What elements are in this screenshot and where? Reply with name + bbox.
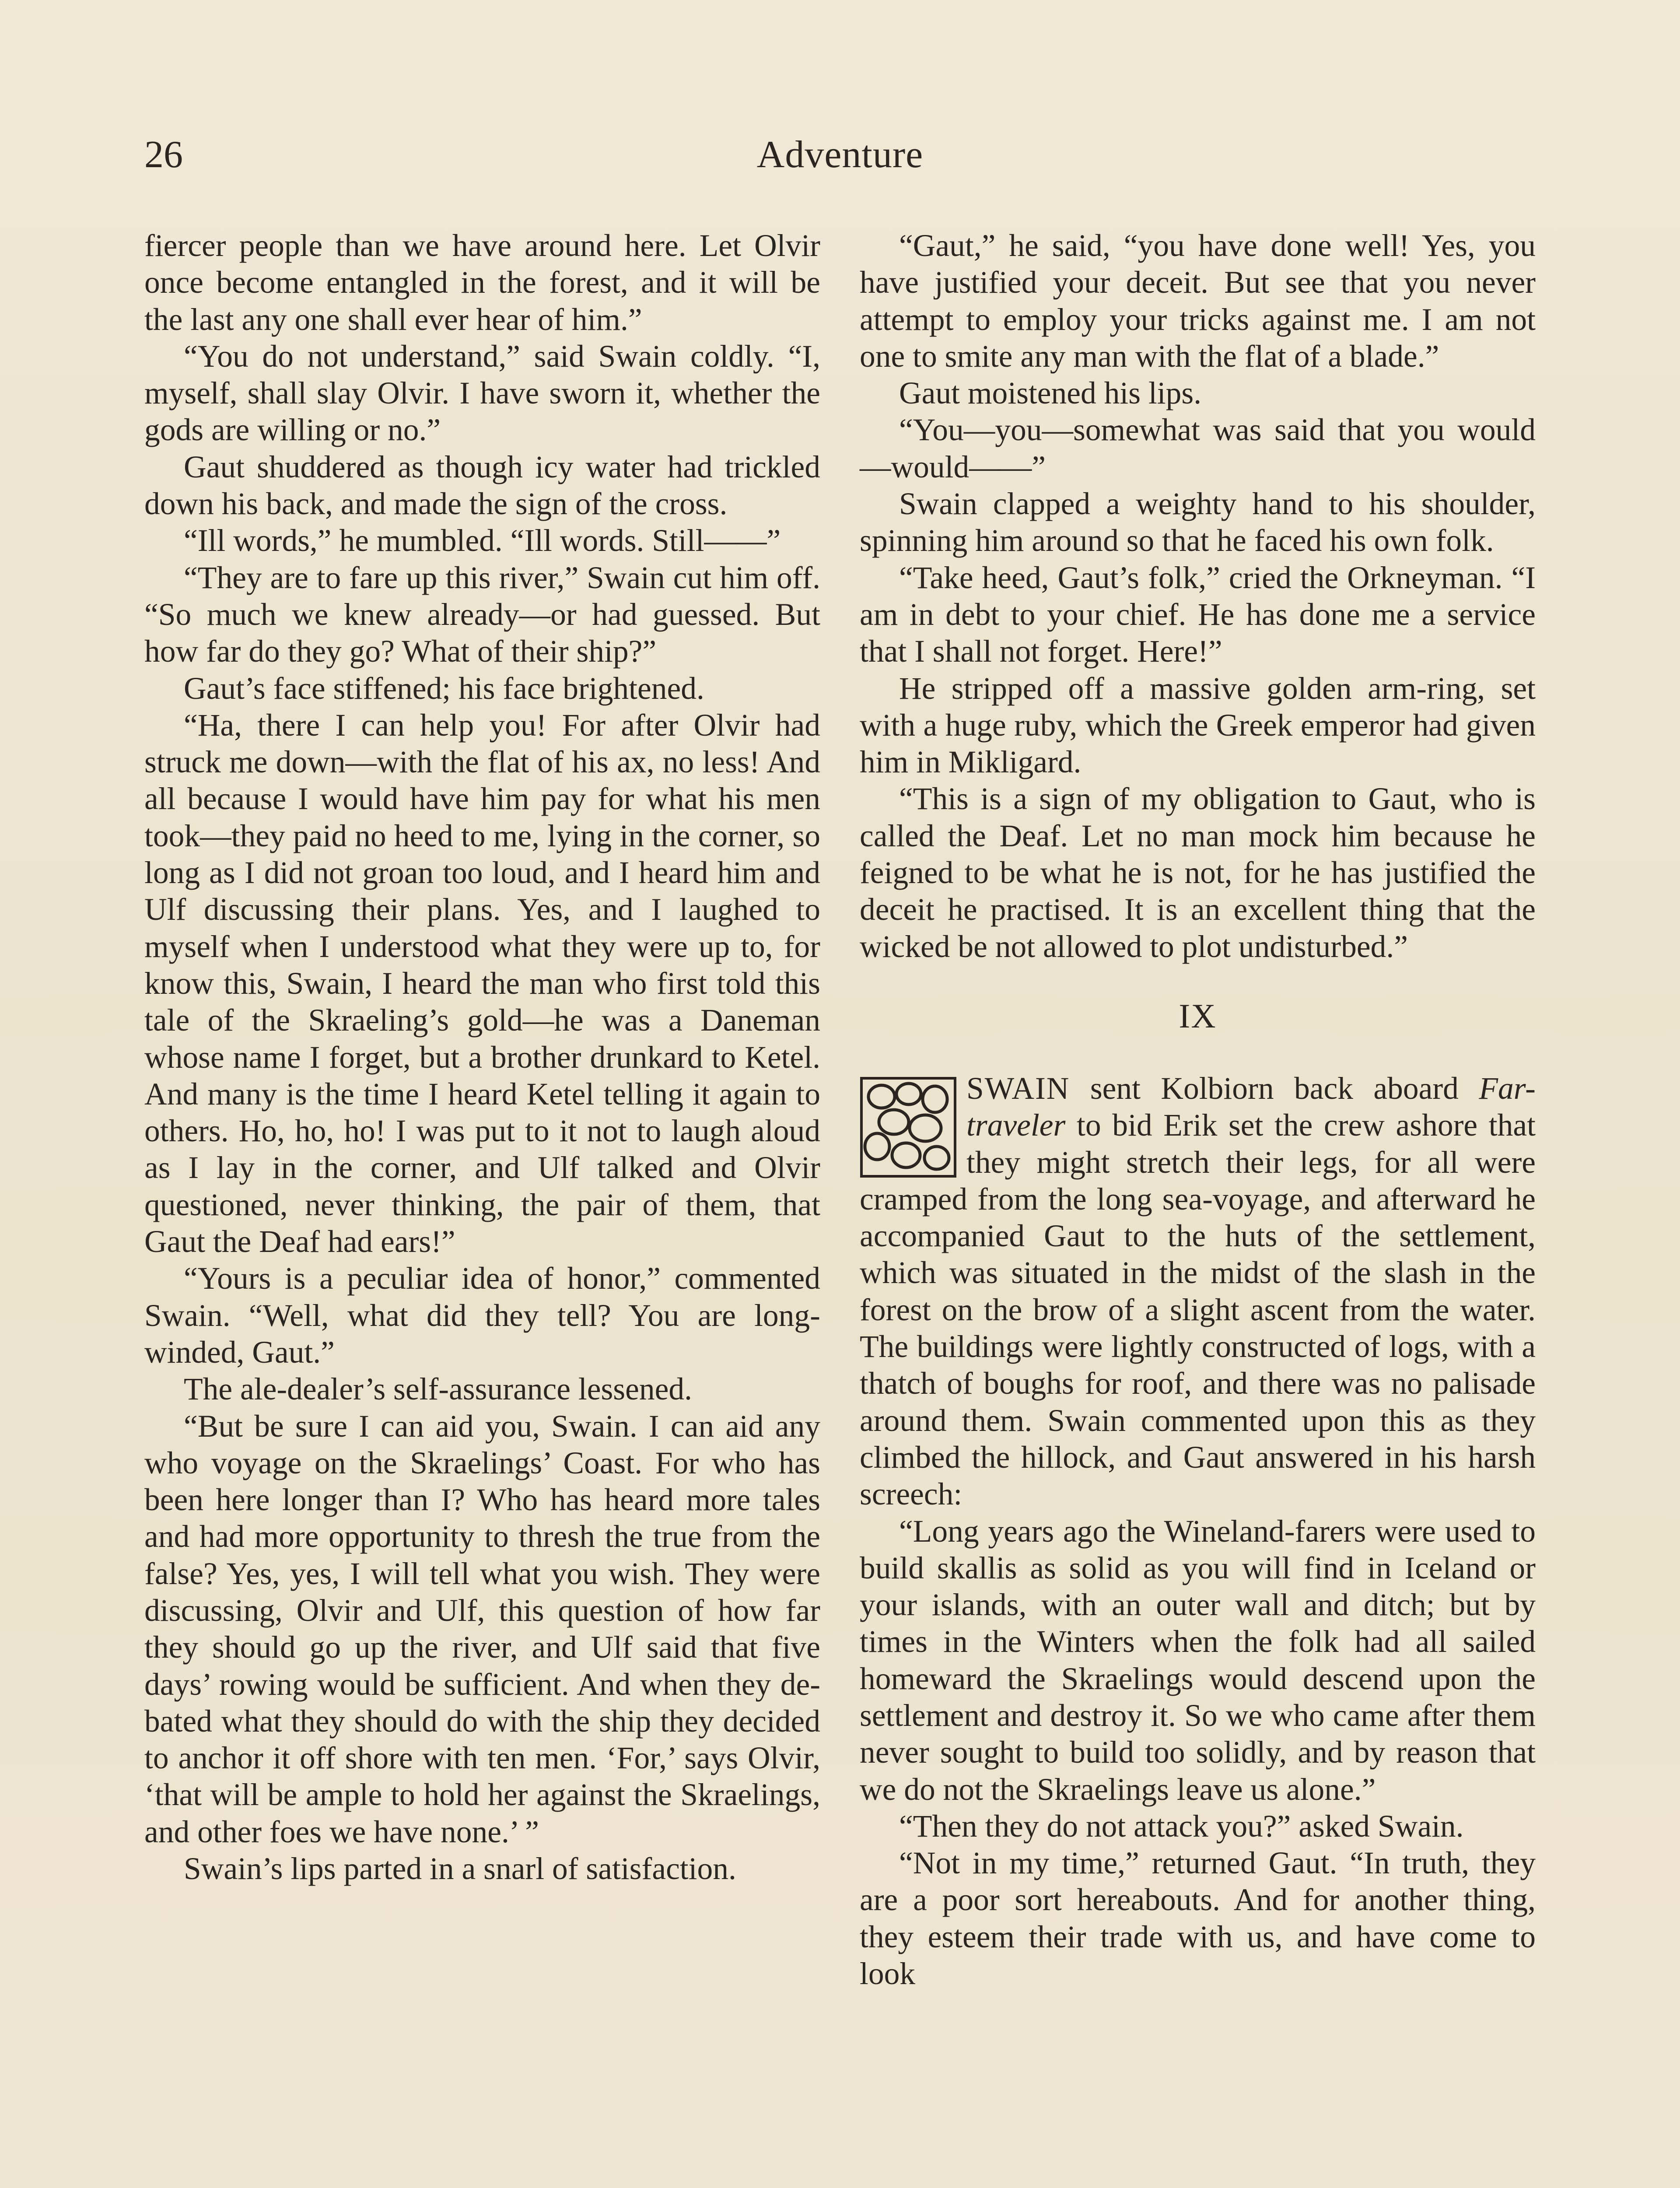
paragraph: “Ha, there I can help you! For after Olvir had struck me down—with the flat of his ax, no less! And all because I would have him pay for what his men took—they paid no heed to me, lying in the corner, so long as I did not groan too loud, and I heard him and Ulf discussing their plans. Yes, and I laughed to myself when I understood what they were up to, for know this, Swain, I heard the man who first told this tale of the Skraeling’s gold—he was a Daneman whose name I forget, but a brother drunkard to Ketel. And many is the time I heard Ketel telling it again to others. Ho, ho, ho! I was put to it not to laugh aloud as I lay in the corner, and Ulf talked and Olvir questioned, never thinking, the pair of them, that Gaut the Deaf had ears!”: [144, 708, 820, 1259]
paragraph: He stripped off a massive golden arm-ring, set with a huge ruby, which the Greek emperor had given him in Mikligard.: [860, 671, 1536, 780]
ship-name: Far-traveler: [966, 1071, 1536, 1143]
chapter-heading: IX: [1179, 996, 1217, 1035]
paragraph: “Yours is a peculiar idea of honor,” commented Swain. “Well, what did they tell? You are long-winded, Gaut.”: [144, 1261, 820, 1370]
paragraph: Gaut shuddered as though icy water had trickled down his back, and made the sign of the cross.: [144, 449, 820, 522]
paragraph: Gaut moistened his lips.: [899, 376, 1202, 411]
chapter-opening-paragraph: [860, 1070, 1536, 1513]
paragraph: “Gaut,” he said, “you have done well! Yes, you have justified your deceit. But see that you never attempt to employ your tricks against me. I am not one to smite any man with the flat of a blade.”: [860, 228, 1536, 374]
paragraph: Swain’s lips parted in a snarl of satisfaction.: [184, 1851, 736, 1886]
paragraph: “Not in my time,” returned Gaut. “In truth, they are a poor sort hereabouts. And for another thing, they esteem their trade with us, and have come to look: [860, 1846, 1536, 1992]
paragraph: Swain clapped a weighty hand to his shoulder, spinning him around so that he faced his own folk.: [860, 487, 1536, 558]
paragraph: “Ill words,” he mumbled. “Ill words. Still——”: [184, 523, 781, 558]
paragraph: The ale-dealer’s self-assurance lessened.: [184, 1372, 692, 1407]
text-run: sent Kolbiorn back aboard: [1070, 1071, 1479, 1106]
paragraph: “Then they do not attack you?” asked Swain.: [899, 1809, 1464, 1844]
text-run: to bid Erik set the crew ashore that they might stretch their legs, for all were cramped from the long sea-voyage, and afterward he accompanied Gaut to the huts of the settlement, which was situated in the midst of the slash in the forest on the brow of a slight ascent from the water. The buildings were lightly constructed of logs, with a thatch of boughs for roof, and there was no palisade around them. Swain commented upon this as they climbed the hillock, and Gaut answered in his harsh screech:: [860, 1108, 1536, 1512]
paragraph: “This is a sign of my obligation to Gaut, who is called the Deaf. Let no man mock him because he feigned to be what he is not, for he has justified the deceit he practised. It is an excellent thing that the wicked be not allowed to plot undisturbed.”: [860, 782, 1536, 964]
page-number: 26: [144, 133, 183, 176]
right-column: [860, 228, 1536, 1992]
paragraph: Gaut’s face stiffened; his face brightened.: [184, 671, 704, 706]
dropcap-first-word: SWAIN: [966, 1071, 1070, 1106]
running-title: Adventure: [756, 133, 924, 176]
paragraph: “You—you—somewhat was said that you would—would——”: [860, 413, 1536, 484]
left-column: [144, 228, 820, 1887]
paragraph: “But be sure I can aid you, Swain. I can aid any who voyage on the Skraelings’ Coast. For who has been here longer than I? Who has heard more tales and had more opportunity to thresh the true from the false? Yes, yes, I will tell what you wish. They were discussing, Olvir and Ulf, this question of how far they should go up the river, and Ulf said that five days’ rowing would be sufficient. And when they debated what they should do with the ship they decided to anchor it off shore with ten men. ‘For,’ says Olvir, ‘that will be ample to hold her against the Skraelings, and other foes we have none.’ ”: [144, 1409, 820, 1849]
page-header: [0, 131, 1680, 193]
paragraph: “You do not understand,” said Swain coldly. “I, myself, shall slay Olvir. I have sworn it, whether the gods are willing or no.”: [144, 339, 820, 448]
paragraph: fiercer people than we have around here. Let Olvir once become entangled in the forest, and it will be the last any one shall ever hear of him.”: [144, 228, 820, 337]
paragraph: “They are to fare up this river,” Swain cut him off. “So much we knew already—or had guessed. But how far do they go? What of their ship?”: [144, 560, 820, 669]
paragraph: “Long years ago the Wineland-farers were used to build skallis as solid as you will find in Iceland or your islands, with an outer wall and ditch; but by times in the Winters when the folk had all sailed homeward the Skraelings would descend upon the settlement and destroy it. So we who came after them never sought to build too solidly, and by reason that we do not the Skraelings leave us alone.”: [860, 1514, 1536, 1807]
decorative-initial-icon: [860, 1076, 957, 1178]
paragraph: “Take heed, Gaut’s folk,” cried the Orkneyman. “I am in debt to your chief. He has done me a service that I shall not forget. Here!”: [860, 560, 1536, 669]
